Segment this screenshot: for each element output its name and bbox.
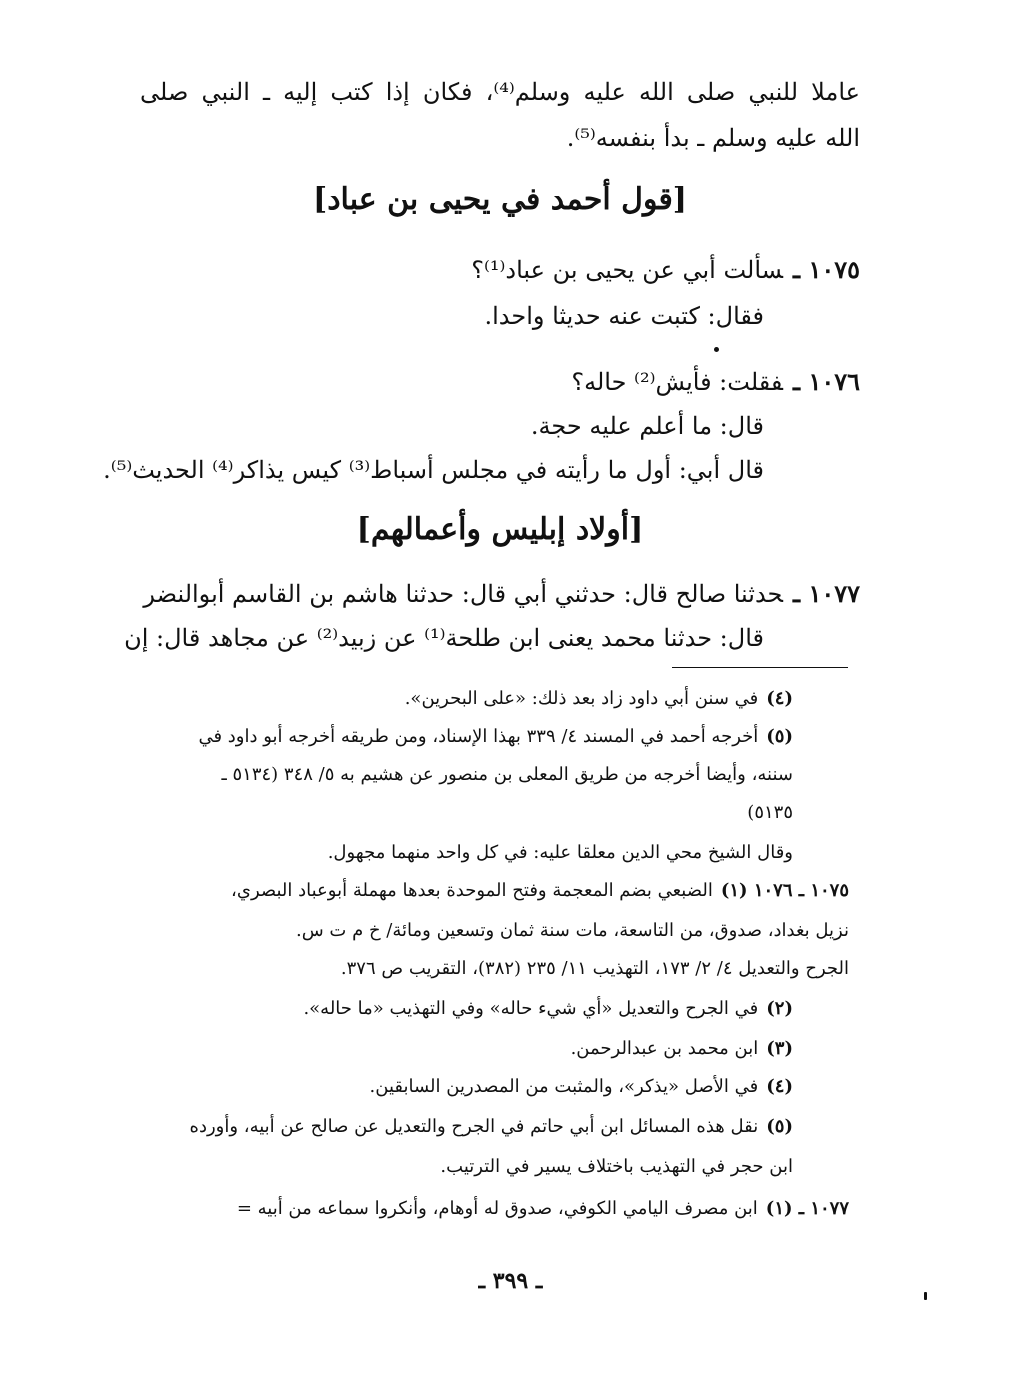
- text-line: قال أبي: أول ما رأيته في مجلس أسباط⁽³⁾ كيس يذاكر⁽⁴⁾ الحديث⁽⁵⁾.: [103, 456, 764, 484]
- entry-text: حدثنا صالح قال: حدثني أبي قال: حدثنا هاشم بن القاسم أبوالنضر: [143, 580, 784, 608]
- footnote-text: ابن مصرف اليامي الكوفي، صدوق له أوهام، وأنكروا سماعه من أبيه =: [236, 1198, 758, 1219]
- footnote-separator: [672, 667, 848, 668]
- footnote-continuation: ٥١٣٥): [747, 802, 793, 823]
- footnote-label: (٢): [766, 998, 793, 1019]
- page-number: ـ ٣٩٩ ـ: [478, 1268, 543, 1294]
- footnote-text: الضبعي بضم المعجمة وفتح الموحدة بعدها مهملة أبوعباد البصري،: [231, 880, 713, 901]
- footnote-continuation: الجرح والتعديل ٤/ ٢/ ١٧٣، التهذيب ١١/ ٢٣٥ (٣٨٢)، التقريب ص ٣٧٦.: [340, 958, 849, 979]
- footnote-continuation: ابن حجر في التهذيب باختلاف يسير في الترتيب.: [440, 1156, 793, 1177]
- entry-number: ١٠٧٦ ـ: [793, 367, 860, 396]
- footnote: [198, 722, 793, 752]
- footnote-text: في الجرح والتعديل «أي شيء حاله» وفي التهذيب «ما حاله».: [303, 998, 759, 1019]
- entry-number: ١٠٧٥ ـ: [793, 255, 860, 284]
- footnote: [237, 1194, 849, 1224]
- ink-speck: [714, 347, 719, 352]
- footnote: [405, 684, 793, 714]
- footnote-label: (٤): [766, 1076, 793, 1097]
- entry-number: ١٠٧٧ ـ: [793, 579, 860, 608]
- footnote-label: ١٠٧٧ ـ (١): [765, 1198, 849, 1219]
- entry-text: سألت أبي عن يحيى بن عباد⁽¹⁾؟: [471, 256, 784, 284]
- footnote-label: (٣): [766, 1038, 793, 1059]
- entry-first-line: [471, 250, 860, 290]
- footnote-text: نقل هذه المسائل ابن أبي حاتم في الجرح والتعديل عن صالح عن أبيه، وأورده: [189, 1116, 759, 1137]
- footnote-continuation: سننه، وأيضا أخرجه من طريق المعلى بن منصور عن هشيم به ٥/ ٣٤٨ (٥١٣٤ ـ: [221, 764, 793, 785]
- entry-first-line: [571, 362, 860, 402]
- text-line: قال: حدثنا محمد يعنى ابن طلحة⁽¹⁾ عن زبيد⁽²⁾ عن مجاهد قال: إن: [124, 624, 764, 652]
- footnote-label: (٥): [766, 1116, 793, 1137]
- footnote-continuation: وقال الشيخ محي الدين معلقا عليه: في كل واحد منهما مجهول.: [327, 842, 793, 863]
- text-line: قال: ما أعلم عليه حجة.: [530, 412, 764, 440]
- footnote: [190, 1112, 793, 1142]
- entry-text: فقلت: فأيش⁽²⁾ حاله؟: [571, 368, 784, 396]
- footnote: [370, 1072, 793, 1102]
- footnote-continuation: نزيل بغداد، صدوق، من التاسعة، مات سنة ثمان وتسعين ومائة/ خ م ت س.: [296, 920, 849, 941]
- text-line: عاملا للنبي صلى الله عليه وسلم⁽⁴⁾، فكان إذا كتب إليه ـ النبي صلى: [140, 78, 860, 106]
- footnote-label: ١٠٧٥ ـ ١٠٧٦ (١): [720, 880, 849, 901]
- footnote-text: في سنن أبي داود زاد بعد ذلك: «على البحرين».: [404, 688, 759, 709]
- footnote-text: في الأصل «يذكر»، والمثبت من المصدرين السابقين.: [369, 1076, 759, 1097]
- text-line: فقال: كتبت عنه حديثا واحدا.: [484, 302, 764, 330]
- footnote-label: (٤): [766, 688, 793, 709]
- footnote-text: أخرجه أحمد في المسند ٤/ ٣٣٩ بهذا الإسناد، ومن طريقه أخرجه أبو داود في: [198, 726, 759, 747]
- footnote-text: ابن محمد بن عبدالرحمن.: [570, 1038, 759, 1059]
- text-line: الله عليه وسلم ـ بدأ بنفسه⁽⁵⁾.: [566, 124, 860, 152]
- section-heading: [أولاد إبليس وأعمالهم]: [356, 512, 644, 547]
- footnote: [303, 994, 793, 1024]
- entry-first-line: [143, 574, 860, 614]
- section-heading: [قول أحمد في يحيى بن عباد]: [313, 182, 687, 217]
- footnote: [571, 1034, 793, 1064]
- footnote-label: (٥): [766, 726, 793, 747]
- ink-speck: [924, 1292, 927, 1300]
- footnote: [231, 876, 849, 906]
